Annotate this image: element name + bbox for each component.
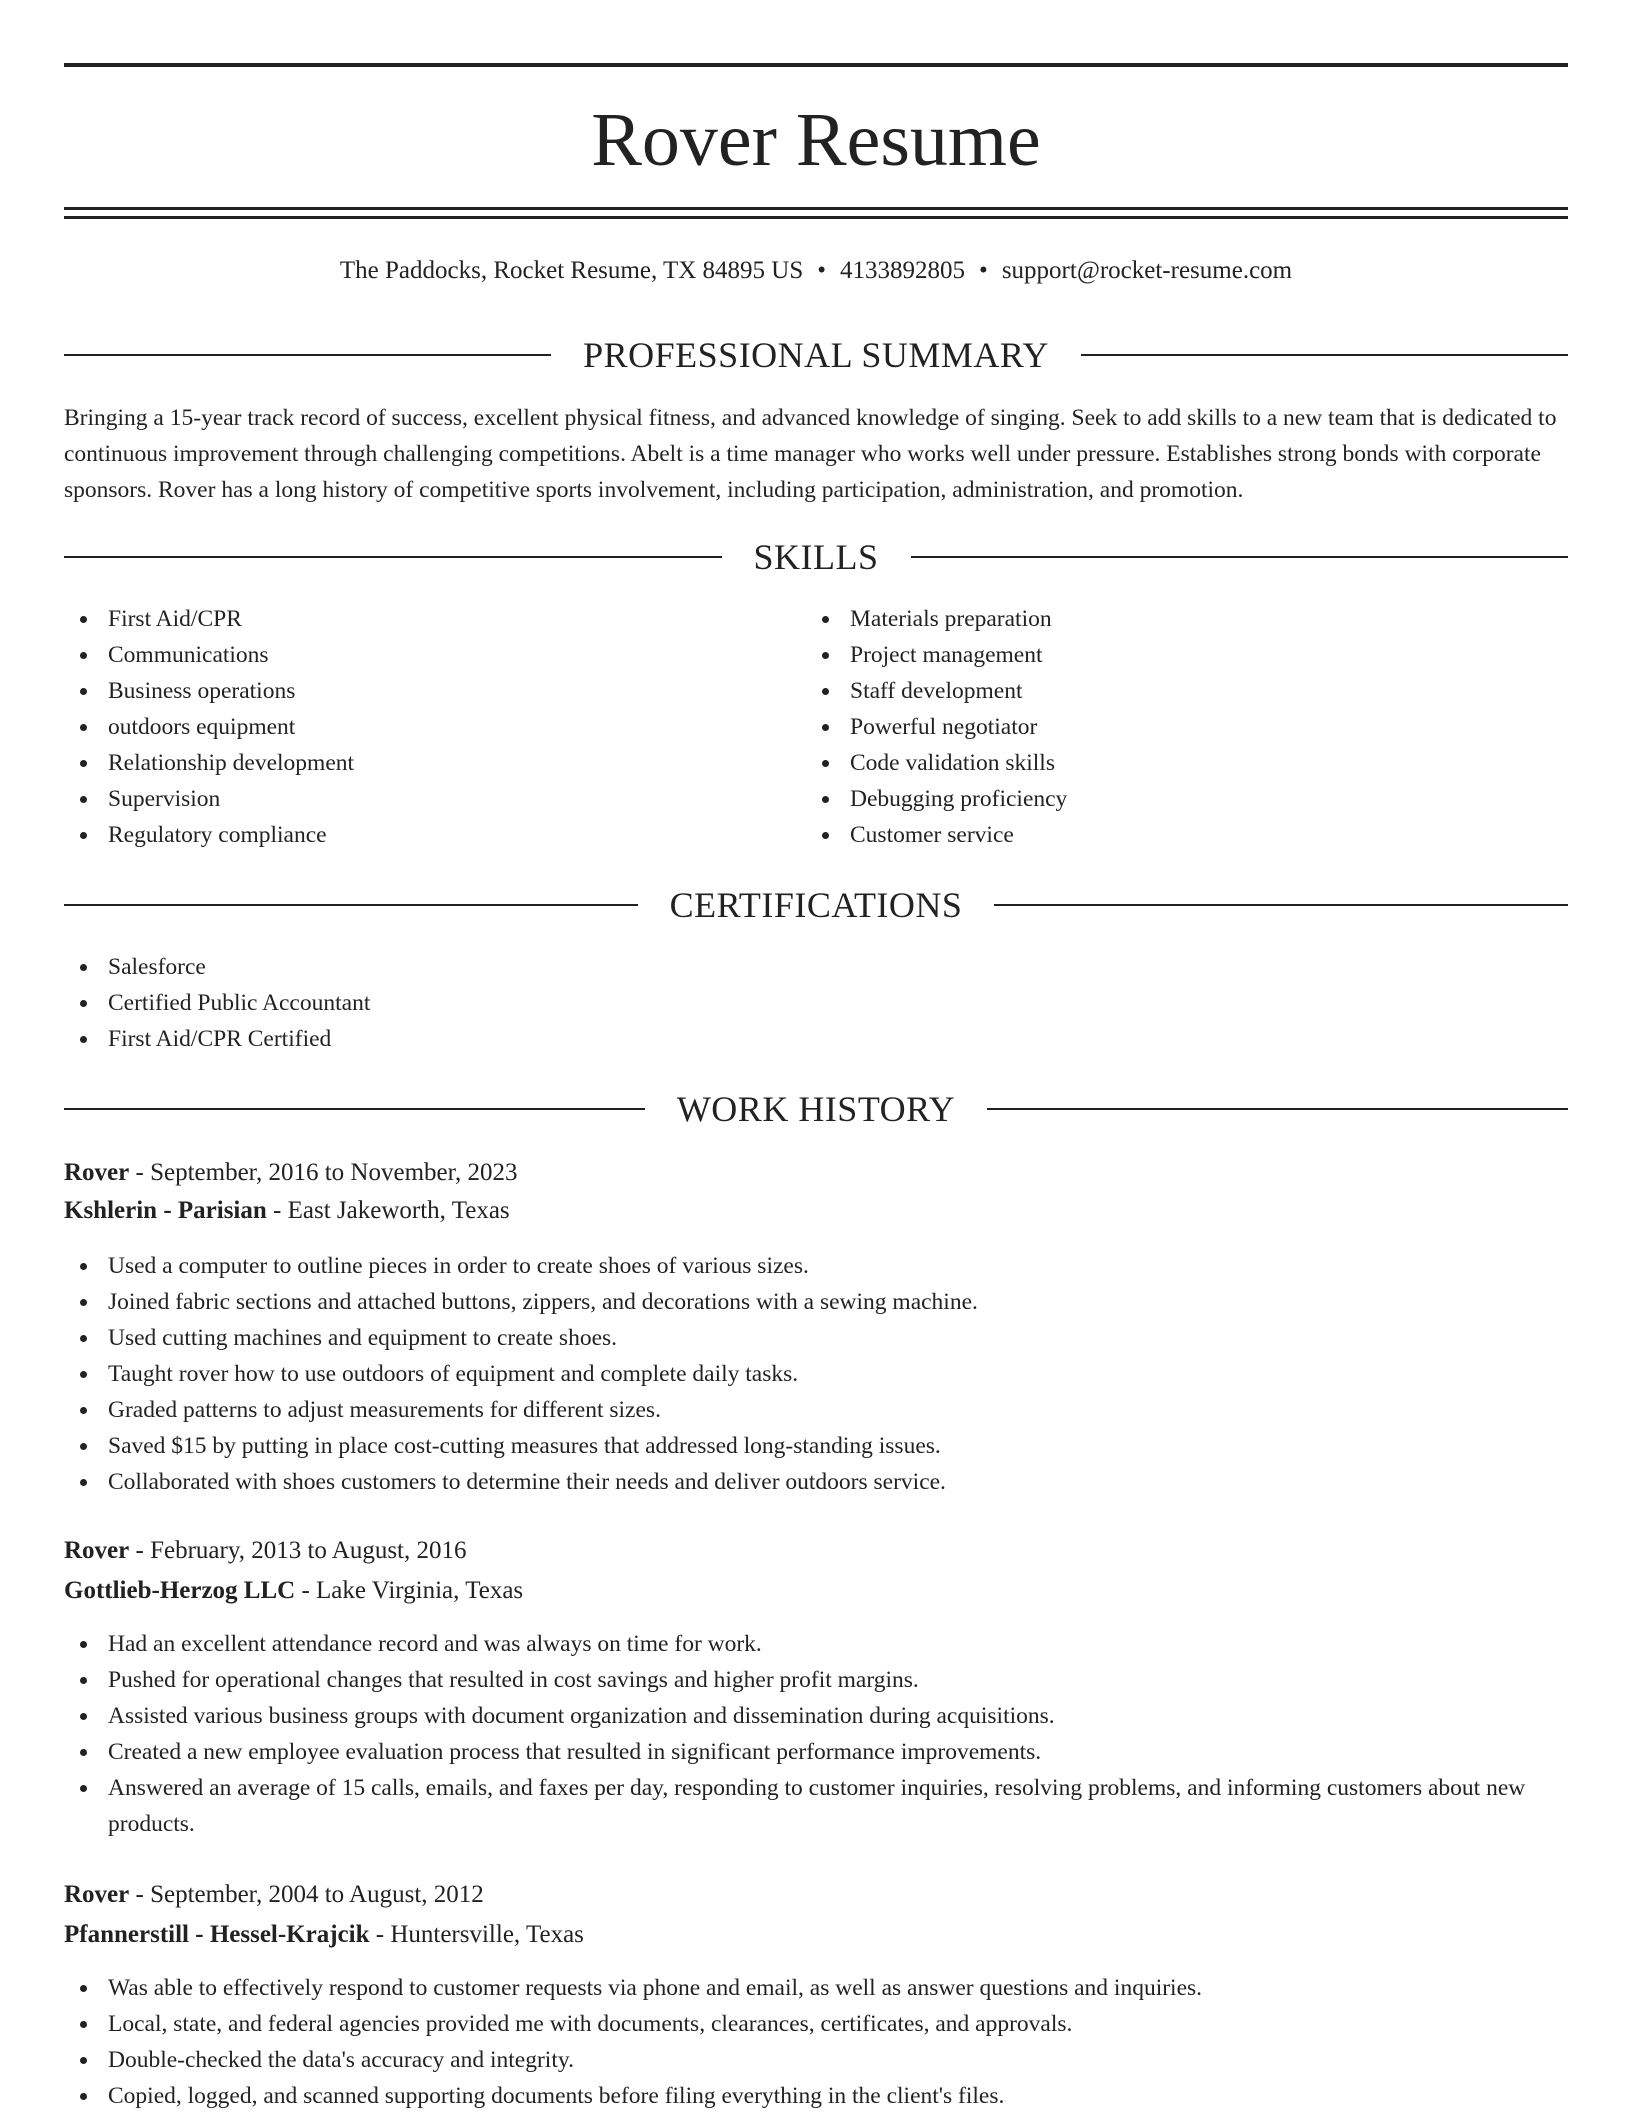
job-title: Rover (64, 1881, 130, 1908)
skill-item: Business operations (64, 673, 764, 709)
job-company-line (64, 1573, 1568, 1609)
job-title: Rover (64, 1537, 130, 1564)
skill-item: outdoors equipment (64, 709, 764, 745)
skill-item: Relationship development (64, 745, 764, 781)
skill-item: Debugging proficiency (806, 781, 1506, 817)
contact-separator: • (817, 257, 827, 284)
skill-item: Code validation skills (806, 745, 1506, 781)
skill-item: Staff development (806, 673, 1506, 709)
job-bullets (64, 1248, 1568, 1500)
job-bullet: Had an excellent attendance record and was always on time for work. (64, 1626, 1568, 1662)
job-bullet: Created a new employee evaluation process that resulted in significant performance improvements. (64, 1734, 1568, 1770)
job-bullet: Taught rover how to use outdoors of equipment and complete daily tasks. (64, 1356, 1568, 1392)
job-bullet: Saved $15 by putting in place cost-cutting measures that addressed long-standing issues. (64, 1428, 1568, 1464)
job-dates: - September, 2004 to August, 2012 (129, 1881, 484, 1908)
top-rule (64, 63, 1568, 67)
job-bullet: Answered an average of 15 calls, emails, and faxes per day, responding to customer inquiries, resolving problems, and informing customers about new products. (64, 1770, 1568, 1842)
contact-address: The Paddocks, Rocket Resume, TX 84895 US (339, 257, 804, 284)
skill-item: Customer service (806, 817, 1506, 853)
job-bullet: Assisted various business groups with document organization and dissemination during acquisitions. (64, 1698, 1568, 1734)
title-double-rule (64, 207, 1568, 219)
section-rule (994, 904, 1568, 906)
job-title-line (64, 1877, 1568, 1913)
job-title: Rover (64, 1159, 130, 1186)
contact-email: support@rocket-resume.com (1001, 257, 1293, 284)
section-rule (64, 904, 638, 906)
certifications-list (64, 949, 1064, 1057)
job-company: Gottlieb-Herzog LLC (64, 1577, 296, 1604)
job-bullet: Copied, logged, and scanned supporting documents before filing everything in the client's files. (64, 2078, 1568, 2112)
job-bullet: Pushed for operational changes that resulted in cost savings and higher profit margins. (64, 1662, 1568, 1698)
job-dates: - February, 2013 to August, 2016 (129, 1537, 467, 1564)
job-company-line (64, 1193, 1568, 1229)
section-title-summary: PROFESSIONAL SUMMARY (583, 335, 1049, 375)
contact-line (64, 253, 1568, 289)
job-company-line (64, 1917, 1568, 1953)
section-rule (987, 1108, 1568, 1110)
section-header-summary (64, 333, 1568, 377)
section-rule (1081, 354, 1568, 356)
section-header-certifications (64, 883, 1568, 927)
skills-list-left (64, 601, 764, 853)
job-bullet: Graded patterns to adjust measurements for different sizes. (64, 1392, 1568, 1428)
certification-item: First Aid/CPR Certified (64, 1021, 1064, 1057)
job-bullet: Double-checked the data's accuracy and integrity. (64, 2042, 1568, 2078)
skill-item: Powerful negotiator (806, 709, 1506, 745)
certification-item: Certified Public Accountant (64, 985, 1064, 1021)
job-dates: - September, 2016 to November, 2023 (129, 1159, 518, 1186)
section-rule (64, 556, 722, 558)
section-title-work-history: WORK HISTORY (676, 1089, 956, 1129)
skill-item: Supervision (64, 781, 764, 817)
job-location: - Lake Virginia, Texas (295, 1577, 524, 1604)
job-bullet: Local, state, and federal agencies provided me with documents, clearances, certificates, and approvals. (64, 2006, 1568, 2042)
job-location: - Huntersville, Texas (369, 1921, 584, 1948)
job-bullet: Used a computer to outline pieces in order to create shoes of various sizes. (64, 1248, 1568, 1284)
job-bullet: Used cutting machines and equipment to create shoes. (64, 1320, 1568, 1356)
job-company: Pfannerstill - Hessel-Krajcik (64, 1921, 370, 1948)
skill-item: Materials preparation (806, 601, 1506, 637)
skill-item: Communications (64, 637, 764, 673)
certification-item: Salesforce (64, 949, 1064, 985)
resume-name: Rover Resume (591, 98, 1041, 182)
job-bullet: Was able to effectively respond to customer requests via phone and email, as well as answer questions and inquiries. (64, 1970, 1568, 2006)
section-header-work-history (64, 1087, 1568, 1131)
section-rule (911, 556, 1569, 558)
job-bullets (64, 1970, 1568, 2112)
section-rule (64, 354, 551, 356)
summary-text: Bringing a 15-year track record of success, excellent physical fitness, and advanced knowledge of singing. Seek to add skills to a new team that is dedicated to continuous improvement through challenging competitions. Abelt is a time manager who works well under pressure. Establishes strong bonds with corporate sponsors. Rover has a long history of competitive sports involvement, including participation, administration, and promotion. (64, 405, 1557, 503)
job-location: - East Jakeworth, Texas (266, 1197, 510, 1224)
contact-separator: • (979, 257, 988, 284)
job-bullet: Collaborated with shoes customers to determine their needs and deliver outdoors service. (64, 1464, 1568, 1500)
skills-list-right (806, 601, 1506, 853)
job-bullet: Joined fabric sections and attached buttons, zippers, and decorations with a sewing machine. (64, 1284, 1568, 1320)
contact-phone: 4133892805 (840, 257, 966, 284)
section-title-skills: SKILLS (753, 537, 879, 577)
section-rule (64, 1108, 645, 1110)
job-title-line (64, 1155, 1568, 1191)
skill-item: First Aid/CPR (64, 601, 764, 637)
skill-item: Project management (806, 637, 1506, 673)
job-company: Kshlerin - Parisian (64, 1197, 267, 1224)
job-bullets (64, 1626, 1568, 1842)
section-title-certifications: CERTIFICATIONS (669, 885, 963, 925)
skill-item: Regulatory compliance (64, 817, 764, 853)
job-title-line (64, 1533, 1568, 1569)
section-header-skills (64, 535, 1568, 579)
